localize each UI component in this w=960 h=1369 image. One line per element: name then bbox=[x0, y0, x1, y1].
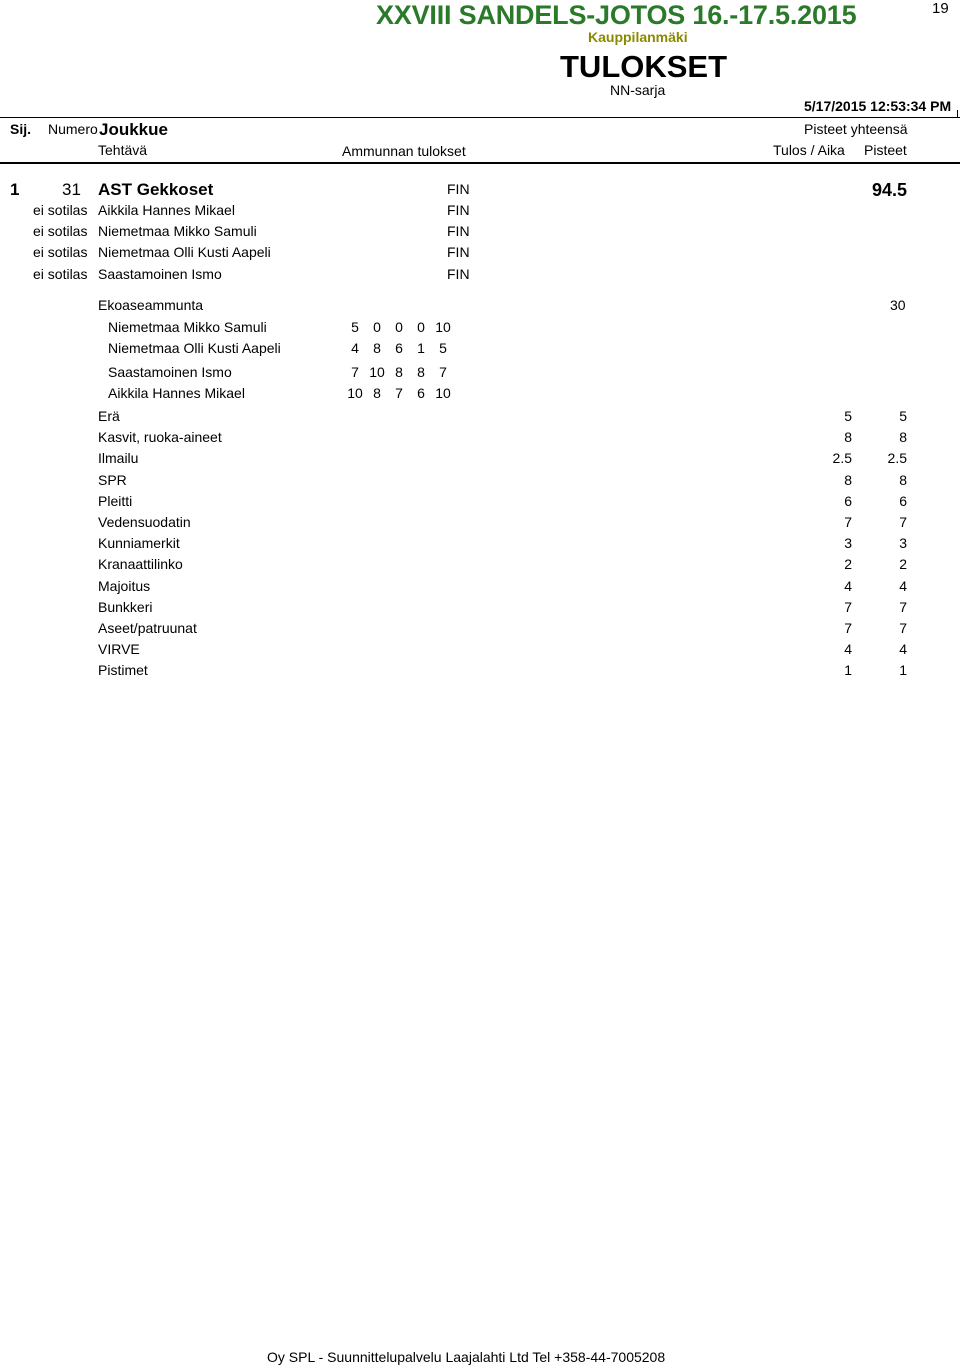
task-name: Ilmailu bbox=[98, 450, 139, 466]
task-result: 7 bbox=[844, 599, 852, 615]
shot-score: 0 bbox=[417, 319, 425, 335]
member-country: FIN bbox=[447, 223, 470, 239]
team-country: FIN bbox=[447, 181, 470, 197]
shot-score: 10 bbox=[435, 385, 451, 401]
task-name: Kunniamerkit bbox=[98, 535, 180, 551]
task-result: 5 bbox=[844, 408, 852, 424]
task-points: 7 bbox=[899, 514, 907, 530]
task-result: 7 bbox=[844, 620, 852, 636]
shot-score: 8 bbox=[373, 385, 381, 401]
member-country: FIN bbox=[447, 266, 470, 282]
member-name: Aikkila Hannes Mikael bbox=[98, 202, 235, 218]
shot-score: 7 bbox=[351, 364, 359, 380]
shot-score: 7 bbox=[395, 385, 403, 401]
shooter-scores bbox=[344, 319, 454, 335]
shot-score: 5 bbox=[439, 340, 447, 356]
shot-score: 6 bbox=[395, 340, 403, 356]
series-name: NN-sarja bbox=[610, 82, 666, 98]
member-name: Saastamoinen Ismo bbox=[98, 266, 222, 282]
shot-score: 1 bbox=[417, 340, 425, 356]
shooter-scores bbox=[344, 385, 454, 401]
shooter-scores bbox=[344, 340, 454, 356]
task-points: 2 bbox=[899, 556, 907, 572]
task-name: Kranaattilinko bbox=[98, 556, 183, 572]
task-points: 7 bbox=[899, 620, 907, 636]
shot-score: 10 bbox=[347, 385, 363, 401]
task-points: 7 bbox=[899, 599, 907, 615]
task-name: Pistimet bbox=[98, 662, 148, 678]
task-result: 8 bbox=[844, 472, 852, 488]
col-points: Pisteet bbox=[864, 142, 907, 158]
document-title: TULOKSET bbox=[560, 49, 728, 84]
team-rank: 1 bbox=[10, 180, 20, 199]
shot-score: 8 bbox=[373, 340, 381, 356]
task-name: Kasvit, ruoka-aineet bbox=[98, 429, 222, 445]
header-rule-tick bbox=[957, 110, 958, 118]
col-task: Tehtävä bbox=[98, 142, 148, 158]
task-name: Erä bbox=[98, 408, 120, 424]
task-points: 2.5 bbox=[887, 450, 907, 466]
member-country: FIN bbox=[447, 202, 470, 218]
task-name: Majoitus bbox=[98, 578, 151, 594]
task-points: 5 bbox=[899, 408, 907, 424]
event-title: XXVIII SANDELS-JOTOS 16.-17.5.2015 bbox=[376, 0, 857, 30]
task-result: 6 bbox=[844, 493, 852, 509]
task-result: 4 bbox=[844, 641, 852, 657]
shooting-points: 30 bbox=[890, 297, 906, 313]
task-result: 2.5 bbox=[832, 450, 852, 466]
task-points: 1 bbox=[899, 662, 907, 678]
task-name: Pleitti bbox=[98, 493, 133, 509]
task-name: VIRVE bbox=[98, 641, 140, 657]
task-result: 7 bbox=[844, 514, 852, 530]
col-number: Numero bbox=[48, 121, 98, 137]
task-name: Bunkkeri bbox=[98, 599, 153, 615]
shot-score: 8 bbox=[395, 364, 403, 380]
print-timestamp: 5/17/2015 12:53:34 PM bbox=[804, 98, 952, 114]
task-points: 4 bbox=[899, 641, 907, 657]
shot-score: 4 bbox=[351, 340, 359, 356]
shot-score: 6 bbox=[417, 385, 425, 401]
shot-score: 7 bbox=[439, 364, 447, 380]
col-rank: Sij. bbox=[10, 121, 32, 137]
member-name: Niemetmaa Mikko Samuli bbox=[98, 223, 257, 239]
task-result: 4 bbox=[844, 578, 852, 594]
task-result: 8 bbox=[844, 429, 852, 445]
page-number: 19 bbox=[932, 0, 949, 17]
task-points: 3 bbox=[899, 535, 907, 551]
team-number: 31 bbox=[62, 180, 81, 199]
shot-score: 0 bbox=[373, 319, 381, 335]
shot-score: 10 bbox=[435, 319, 451, 335]
shooter-scores bbox=[344, 364, 454, 380]
shot-score: 5 bbox=[351, 319, 359, 335]
member-name: Niemetmaa Olli Kusti Aapeli bbox=[98, 244, 271, 260]
venue-name: Kauppilanmäki bbox=[588, 29, 688, 45]
task-name: SPR bbox=[98, 472, 127, 488]
footer-text: Oy SPL - Suunnittelupalvelu Laajalahti Ltd Tel +358-44-7005208 bbox=[267, 1349, 666, 1365]
col-shooting: Ammunnan tulokset bbox=[342, 143, 466, 159]
task-points: 4 bbox=[899, 578, 907, 594]
header-rule-top bbox=[0, 117, 960, 118]
header-rule-bottom bbox=[0, 162, 960, 164]
team-name: AST Gekkoset bbox=[98, 180, 214, 199]
task-result: 3 bbox=[844, 535, 852, 551]
col-total-points: Pisteet yhteensä bbox=[804, 121, 908, 137]
task-result: 1 bbox=[844, 662, 852, 678]
shot-score: 0 bbox=[395, 319, 403, 335]
shooting-label: Ekoaseammunta bbox=[98, 297, 204, 313]
shot-score: 10 bbox=[369, 364, 385, 380]
task-points: 8 bbox=[899, 472, 907, 488]
task-name: Vedensuodatin bbox=[98, 514, 191, 530]
col-result-time: Tulos / Aika bbox=[773, 142, 845, 158]
task-result: 2 bbox=[844, 556, 852, 572]
member-status: ei sotilas bbox=[33, 202, 88, 218]
task-points: 8 bbox=[899, 429, 907, 445]
team-total: 94.5 bbox=[872, 180, 908, 200]
member-status: ei sotilas bbox=[33, 266, 88, 282]
task-points: 6 bbox=[899, 493, 907, 509]
shooter-name: Niemetmaa Mikko Samuli bbox=[108, 319, 267, 335]
col-team: Joukkue bbox=[99, 120, 168, 139]
shooter-name: Saastamoinen Ismo bbox=[108, 364, 232, 380]
shot-score: 8 bbox=[417, 364, 425, 380]
member-country: FIN bbox=[447, 244, 470, 260]
shooter-name: Aikkila Hannes Mikael bbox=[108, 385, 245, 401]
shooter-name: Niemetmaa Olli Kusti Aapeli bbox=[108, 340, 281, 356]
member-status: ei sotilas bbox=[33, 223, 88, 239]
task-name: Aseet/patruunat bbox=[98, 620, 197, 636]
member-status: ei sotilas bbox=[33, 244, 88, 260]
